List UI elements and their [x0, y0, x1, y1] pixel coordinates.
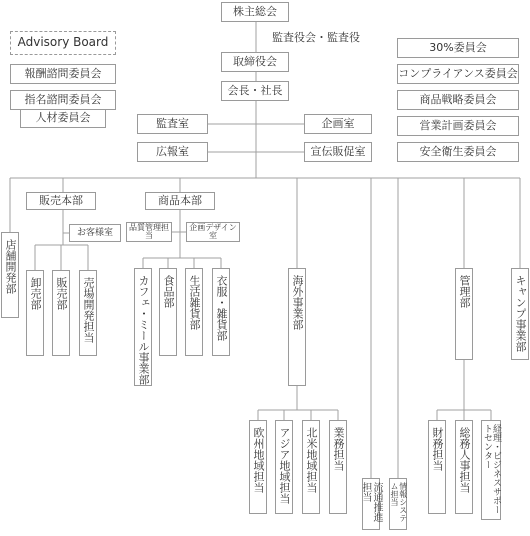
- promotion-office-box: 宣伝販促室: [304, 142, 372, 162]
- audit-office-box: 監査室: [137, 114, 208, 134]
- product-strategy-committee-box: 商品戦略委員会: [397, 90, 519, 110]
- committee-30pct-box: 30%委員会: [397, 38, 519, 58]
- personnel-committee-box: 人材委員会: [20, 109, 106, 128]
- distribution-box: 流通推進担当: [362, 478, 380, 530]
- nomination-committee-box: 指名諮問委員会: [10, 90, 116, 110]
- sales-dept-box: 販売部: [52, 270, 70, 356]
- apparel-dept-box: 衣服・雑貨部: [212, 268, 230, 356]
- floor-dev-box: 売場開発担当: [79, 270, 97, 356]
- auditors-label: 監査役会・監査役: [272, 31, 360, 44]
- asia-box: アジア地域担当: [275, 420, 293, 514]
- chairman-president-box: 会長・社長: [221, 81, 289, 101]
- operations-box: 業務担当: [329, 420, 347, 514]
- board-box: 取締役会: [221, 52, 289, 72]
- finance-box: 財務担当: [428, 420, 446, 514]
- planning-office-box: 企画室: [304, 114, 372, 134]
- sales-planning-committee-box: 営業計画委員会: [397, 116, 519, 136]
- shareholders-meeting-box: 株主総会: [221, 2, 289, 22]
- accounting-support-box: 経理・ビジネスサポートセンター: [481, 420, 501, 520]
- store-dev-box: 店舗開発部: [1, 232, 19, 318]
- info-systems-box: 情報システム担当: [389, 478, 407, 530]
- food-dept-box: 食品部: [159, 268, 177, 356]
- customer-office-box: お客様室: [69, 224, 121, 242]
- europe-box: 欧州地域担当: [249, 420, 267, 514]
- planning-design-box: 企画デザイン室: [186, 222, 240, 242]
- sales-hq-box: 販売本部: [26, 192, 96, 210]
- advisory-board-box: Advisory Board: [10, 31, 116, 55]
- compliance-committee-box: コンプライアンス委員会: [397, 64, 519, 84]
- overseas-dept-box: 海外事業部: [288, 268, 306, 386]
- merch-hq-box: 商品本部: [145, 192, 215, 210]
- household-dept-box: 生活雑貨部: [185, 268, 203, 356]
- general-affairs-box: 総務人事担当: [455, 420, 473, 514]
- safety-health-committee-box: 安全衛生委員会: [397, 142, 519, 162]
- north-america-box: 北米地域担当: [302, 420, 320, 514]
- pr-office-box: 広報室: [137, 142, 208, 162]
- camp-dept-box: キャンプ事業部: [511, 268, 529, 360]
- wholesale-dept-box: 卸売部: [26, 270, 44, 356]
- cafe-meal-dept-box: カフェ・ミール事業部: [134, 268, 152, 386]
- quality-control-box: 品質管理担当: [126, 222, 172, 242]
- management-dept-box: 管理部: [455, 268, 473, 360]
- compensation-committee-box: 報酬諮問委員会: [10, 64, 116, 84]
